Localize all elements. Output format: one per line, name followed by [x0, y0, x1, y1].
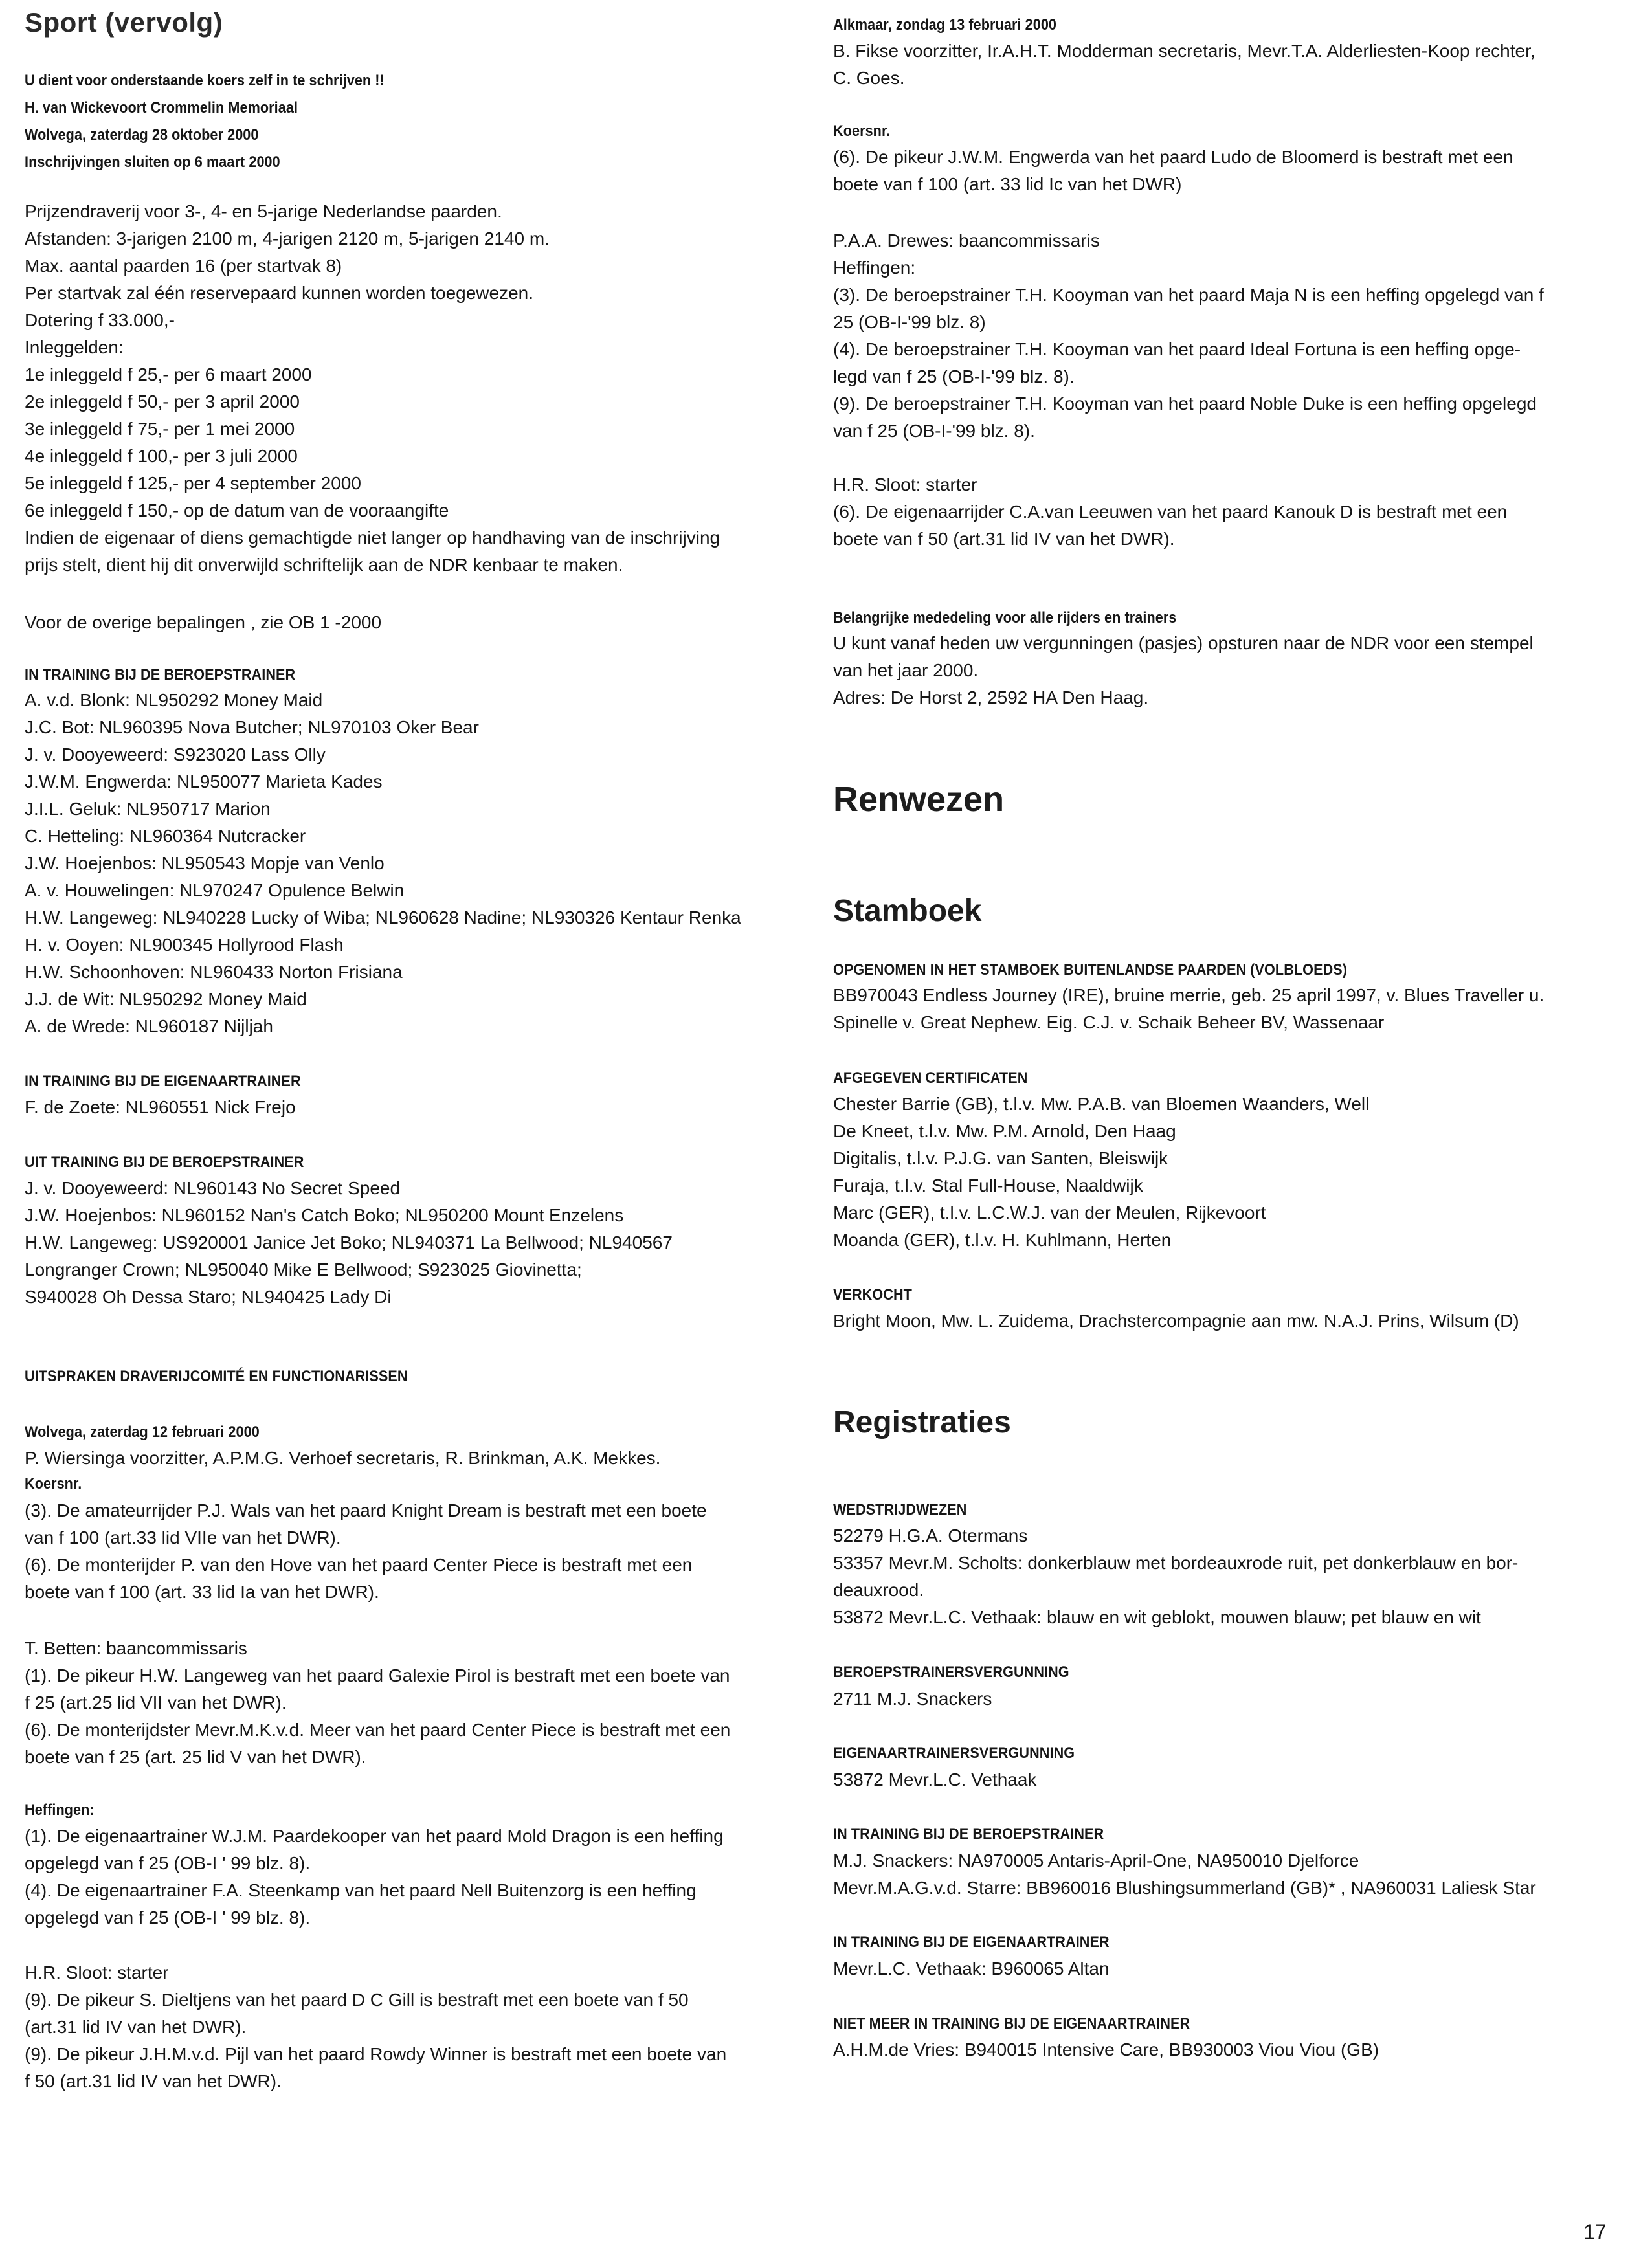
- text-line: 5e inleggeld f 125,- per 4 september 2000: [25, 473, 361, 493]
- text-line: 3e inleggeld f 75,- per 1 mei 2000: [25, 419, 295, 439]
- page-number: 17: [1583, 2220, 1607, 2243]
- text-line: U dient voor onderstaande koers zelf in te schrijven !!: [25, 72, 385, 89]
- text-line: Mevr.L.C. Vethaak: B960065 Altan: [833, 1959, 1110, 1979]
- heading-owner-license: EIGENAARTRAINERSVERGUNNING: [833, 1744, 1075, 1762]
- text-line: Longranger Crown; NL950040 Mike E Bellwood; S923025 Giovinetta;: [25, 1260, 582, 1280]
- alkmaar-officials: [833, 38, 1600, 92]
- text-line: Dotering f 33.000,-: [25, 310, 175, 330]
- text-line: Inschrijvingen sluiten op 6 maart 2000: [25, 153, 280, 171]
- text-line: (6). De pikeur J.W.M. Engwerda van het paard Ludo de Bloomerd is bestraft met een: [833, 147, 1513, 167]
- text-line: H.W. Langeweg: US920001 Janice Jet Boko; NL940371 La Bellwood; NL940567: [25, 1232, 673, 1252]
- heading-out-training: UIT TRAINING BIJ DE BEROEPSTRAINER: [25, 1153, 304, 1171]
- text-line: De Kneet, t.l.v. Mw. P.M. Arnold, Den Haag: [833, 1121, 1176, 1141]
- text-line: T. Betten: baancommissaris: [25, 1638, 247, 1658]
- text-line: Afstanden: 3-jarigen 2100 m, 4-jarigen 2120 m, 5-jarigen 2140 m.: [25, 228, 550, 249]
- text-line: boete van f 25 (art. 25 lid V van het DWR).: [25, 1747, 366, 1767]
- alkmaar-koersnr: Koersnr.: [833, 122, 891, 140]
- text-line: Adres: De Horst 2, 2592 HA Den Haag.: [833, 687, 1149, 707]
- text-line: prijs stelt, dient hij dit onverwijld schriftelijk aan de NDR kenbaar te maken.: [25, 555, 623, 575]
- text-line: A.H.M.de Vries: B940015 Intensive Care, BB930003 Viou Viou (GB): [833, 2040, 1379, 2060]
- text-line: F. de Zoete: NL960551 Nick Frejo: [25, 1097, 296, 1117]
- other-rules-note: Voor de overige bepalingen , zie OB 1 -2000: [25, 612, 382, 632]
- text-line: (1). De pikeur H.W. Langeweg van het paard Galexie Pirol is bestraft met een boete van: [25, 1665, 730, 1685]
- text-line: (9). De beroepstrainer T.H. Kooyman van het paard Noble Duke is een heffing opgelegd: [833, 394, 1537, 414]
- text-line: (9). De pikeur J.H.M.v.d. Pijl van het paard Rowdy Winner is bestraft met een boete van: [25, 2044, 727, 2064]
- text-line: 2711 M.J. Snackers: [833, 1689, 992, 1709]
- text-line: U kunt vanaf heden uw vergunningen (pasjes) opsturen naar de NDR voor een stempel: [833, 633, 1534, 653]
- text-line: van f 25 (OB-I-'99 blz. 8).: [833, 421, 1035, 441]
- text-line: 1e inleggeld f 25,- per 6 maart 2000: [25, 364, 312, 384]
- text-line: H.R. Sloot: starter: [25, 1962, 169, 1983]
- heading-rulings: UITSPRAKEN DRAVERIJCOMITÉ EN FUNCTIONARISSEN: [25, 1368, 408, 1385]
- text-line: boete van f 100 (art. 33 lid Ic van het DWR): [833, 174, 1182, 194]
- text-line: (art.31 lid IV van het DWR).: [25, 2017, 247, 2037]
- owner-license-list: [833, 1766, 1600, 1794]
- text-line: (1). De eigenaartrainer W.J.M. Paardekooper van het paard Mold Dragon is een heffing: [25, 1826, 724, 1846]
- text-line: Inleggelden:: [25, 337, 124, 357]
- text-line: Prijzendraverij voor 3-, 4- en 5-jarige Nederlandse paarden.: [25, 201, 502, 221]
- text-line: 25 (OB-I-'99 blz. 8): [833, 312, 986, 332]
- text-line: S940028 Oh Dessa Staro; NL940425 Lady Di: [25, 1287, 392, 1307]
- text-line: C. Goes.: [833, 68, 905, 88]
- heading-pro-license: BEROEPSTRAINERSVERGUNNING: [833, 1663, 1069, 1681]
- text-line: A. de Wrede: NL960187 Nijljah: [25, 1016, 273, 1036]
- wolvega-rulings: [25, 1497, 798, 1606]
- drewes-heffingen: [833, 227, 1600, 445]
- text-line: Wolvega, zaterdag 28 oktober 2000: [25, 126, 259, 144]
- text-line: J. v. Dooyeweerd: NL960143 No Secret Speed: [25, 1178, 401, 1198]
- text-line: (4). De eigenaartrainer F.A. Steenkamp van het paard Nell Buitenzorg is een heffing: [25, 1880, 697, 1900]
- certificates-list: [833, 1091, 1600, 1254]
- alkmaar-rulings: [833, 144, 1600, 198]
- text-line: J.W.M. Engwerda: NL950077 Marieta Kades: [25, 772, 383, 792]
- betten-rulings: [25, 1635, 798, 1771]
- stamboek-foreign-list: [833, 982, 1600, 1036]
- text-line: Per startvak zal één reservepaard kunnen worden toegewezen.: [25, 283, 534, 303]
- text-line: BB970043 Endless Journey (IRE), bruine merrie, geb. 25 april 1997, v. Blues Traveller u.: [833, 985, 1545, 1005]
- section-title-stamboek: Stamboek: [833, 894, 982, 928]
- text-line: (6). De monterijdster Mevr.M.K.v.d. Meer van het paard Center Piece is bestraft met een: [25, 1720, 731, 1740]
- alkmaar-date: Alkmaar, zondag 13 februari 2000: [833, 16, 1057, 34]
- text-line: Chester Barrie (GB), t.l.v. Mw. P.A.B. van Bloemen Waanders, Well: [833, 1094, 1370, 1114]
- text-line: van f 100 (art.33 lid VIIe van het DWR).: [25, 1528, 341, 1548]
- section-title-registraties: Registraties: [833, 1405, 1011, 1440]
- text-line: J.W. Hoejenbos: NL960152 Nan's Catch Boko; NL950200 Mount Enzelens: [25, 1205, 624, 1225]
- text-line: 6e inleggeld f 150,- op de datum van de vooraangifte: [25, 500, 449, 520]
- heading-not-training-owner: NIET MEER IN TRAINING BIJ DE EIGENAARTRAINER: [833, 2015, 1190, 2032]
- text-line: 52279 H.G.A. Otermans: [833, 1526, 1028, 1546]
- text-line: opgelegd van f 25 (OB-I ' 99 blz. 8).: [25, 1853, 311, 1873]
- text-line: (3). De amateurrijder P.J. Wals van het paard Knight Dream is bestraft met een boete: [25, 1500, 707, 1520]
- text-line: 2e inleggeld f 50,- per 3 april 2000: [25, 392, 300, 412]
- heading-in-training-owner: IN TRAINING BIJ DE EIGENAARTRAINER: [833, 1933, 1110, 1951]
- text-line: legd van f 25 (OB-I-'99 blz. 8).: [833, 366, 1075, 386]
- heading-certificates: AFGEGEVEN CERTIFICATEN: [833, 1069, 1028, 1087]
- text-line: 53357 Mevr.M. Scholts: donkerblauw met bordeauxrode ruit, pet donkerblauw en bor-: [833, 1553, 1519, 1573]
- training-owner-list: [25, 1094, 798, 1121]
- text-line: A. v. Houwelingen: NL970247 Opulence Belwin: [25, 880, 405, 900]
- text-line: C. Hetteling: NL960364 Nutcracker: [25, 826, 306, 846]
- text-line: J.C. Bot: NL960395 Nova Butcher; NL970103 Oker Bear: [25, 717, 479, 737]
- text-line: Moanda (GER), t.l.v. H. Kuhlmann, Herten: [833, 1230, 1172, 1250]
- text-line: van het jaar 2000.: [833, 660, 979, 680]
- text-line: Spinelle v. Great Nephew. Eig. C.J. v. Schaik Beheer BV, Wassenaar: [833, 1012, 1385, 1032]
- out-training-list: [25, 1175, 798, 1311]
- text-line: f 50 (art.31 lid IV van het DWR).: [25, 2071, 282, 2091]
- heading-training-owner: IN TRAINING BIJ DE EIGENAARTRAINER: [25, 1073, 301, 1090]
- in-training-pro-list: [833, 1847, 1600, 1902]
- text-line: H. van Wickevoort Crommelin Memoriaal: [25, 99, 298, 117]
- text-line: J.J. de Wit: NL950292 Money Maid: [25, 989, 307, 1009]
- text-line: opgelegd van f 25 (OB-I ' 99 blz. 8).: [25, 1907, 311, 1928]
- text-line: Heffingen:: [833, 258, 916, 278]
- text-line: M.J. Snackers: NA970005 Antaris-April-One, NA950010 Djelforce: [833, 1851, 1359, 1871]
- wolvega-koersnr: Koersnr.: [25, 1475, 82, 1493]
- notice-body: [833, 630, 1600, 711]
- text-line: H.W. Schoonhoven: NL960433 Norton Frisiana: [25, 962, 403, 982]
- text-line: boete van f 100 (art. 33 lid Ia van het DWR).: [25, 1582, 379, 1602]
- text-line: boete van f 50 (art.31 lid IV van het DWR).: [833, 529, 1175, 549]
- text-line: B. Fikse voorzitter, Ir.A.H.T. Modderman secretaris, Mevr.T.A. Alderliesten-Koop rechter,: [833, 41, 1535, 61]
- text-line: (6). De eigenaarrijder C.A.van Leeuwen van het paard Kanouk D is bestraft met een: [833, 502, 1508, 522]
- text-line: (3). De beroepstrainer T.H. Kooyman van het paard Maja N is een heffing opgelegd van f: [833, 285, 1544, 305]
- page-header-title: Sport (vervolg): [25, 7, 223, 38]
- text-line: Mevr.M.A.G.v.d. Starre: BB960016 Blushingsummerland (GB)* , NA960031 Laliesk Star: [833, 1878, 1536, 1898]
- text-line: Bright Moon, Mw. L. Zuidema, Drachstercompagnie aan mw. N.A.J. Prins, Wilsum (D): [833, 1311, 1519, 1331]
- text-line: Furaja, t.l.v. Stal Full-House, Naaldwijk: [833, 1175, 1143, 1195]
- text-line: 4e inleggeld f 100,- per 3 juli 2000: [25, 446, 298, 466]
- text-line: (4). De beroepstrainer T.H. Kooyman van het paard Ideal Fortuna is een heffing opge-: [833, 339, 1521, 359]
- text-line: J. v. Dooyeweerd: S923020 Lass Olly: [25, 744, 326, 764]
- text-line: H.R. Sloot: starter: [833, 474, 977, 495]
- heffingen-list: [25, 1823, 798, 1931]
- wolvega-officials: P. Wiersinga voorzitter, A.P.M.G. Verhoef secretaris, R. Brinkman, A.K. Mekkes.: [25, 1448, 661, 1468]
- intro-block: [25, 67, 798, 176]
- training-pro-list: [25, 687, 798, 1040]
- sloot-rulings-right: [833, 471, 1600, 553]
- text-line: J.I.L. Geluk: NL950717 Marion: [25, 799, 271, 819]
- text-line: deauxrood.: [833, 1580, 924, 1600]
- race-conditions: [25, 198, 798, 579]
- text-line: Marc (GER), t.l.v. L.C.W.J. van der Meulen, Rijkevoort: [833, 1203, 1266, 1223]
- wedstrijdwezen-list: [833, 1522, 1600, 1631]
- text-line: P.A.A. Drewes: baancommissaris: [833, 230, 1100, 250]
- heading-sold: VERKOCHT: [833, 1286, 912, 1304]
- heading-wedstrijdwezen: WEDSTRIJDWEZEN: [833, 1501, 967, 1518]
- heading-training-pro: IN TRAINING BIJ DE BEROEPSTRAINER: [25, 666, 296, 684]
- sloot-rulings-left: [25, 1959, 798, 2095]
- text-line: 53872 Mevr.L.C. Vethaak: [833, 1770, 1037, 1790]
- section-title-renwezen: Renwezen: [833, 780, 1005, 819]
- heading-in-training-pro: IN TRAINING BIJ DE BEROEPSTRAINER: [833, 1825, 1104, 1843]
- text-line: Digitalis, t.l.v. P.J.G. van Santen, Bleiswijk: [833, 1148, 1168, 1168]
- pro-license-list: [833, 1685, 1600, 1713]
- text-line: (9). De pikeur S. Dieltjens van het paard D C Gill is bestraft met een boete van f 50: [25, 1990, 689, 2010]
- sold-list: [833, 1307, 1600, 1335]
- notice-heading: Belangrijke mededeling voor alle rijders en trainers: [833, 609, 1177, 627]
- not-training-owner-list: [833, 2036, 1600, 2063]
- text-line: A. v.d. Blonk: NL950292 Money Maid: [25, 690, 323, 710]
- text-line: f 25 (art.25 lid VII van het DWR).: [25, 1693, 287, 1713]
- heading-stamboek-foreign: OPGENOMEN IN HET STAMBOEK BUITENLANDSE PAARDEN (VOLBLOEDS): [833, 961, 1348, 979]
- text-line: 53872 Mevr.L.C. Vethaak: blauw en wit geblokt, mouwen blauw; pet blauw en wit: [833, 1607, 1481, 1627]
- text-line: H.W. Langeweg: NL940228 Lucky of Wiba; NL960628 Nadine; NL930326 Kentaur Renka: [25, 907, 741, 928]
- text-line: H. v. Ooyen: NL900345 Hollyrood Flash: [25, 935, 344, 955]
- text-line: Indien de eigenaar of diens gemachtigde niet langer op handhaving van de inschrijving: [25, 528, 720, 548]
- text-line: J.W. Hoejenbos: NL950543 Mopje van Venlo: [25, 853, 385, 873]
- wolvega-date: Wolvega, zaterdag 12 februari 2000: [25, 1423, 260, 1441]
- in-training-owner-list: [833, 1955, 1600, 1983]
- text-line: (6). De monterijder P. van den Hove van het paard Center Piece is bestraft met een: [25, 1555, 693, 1575]
- text-line: Max. aantal paarden 16 (per startvak 8): [25, 256, 342, 276]
- heffingen-heading: Heffingen:: [25, 1801, 95, 1819]
